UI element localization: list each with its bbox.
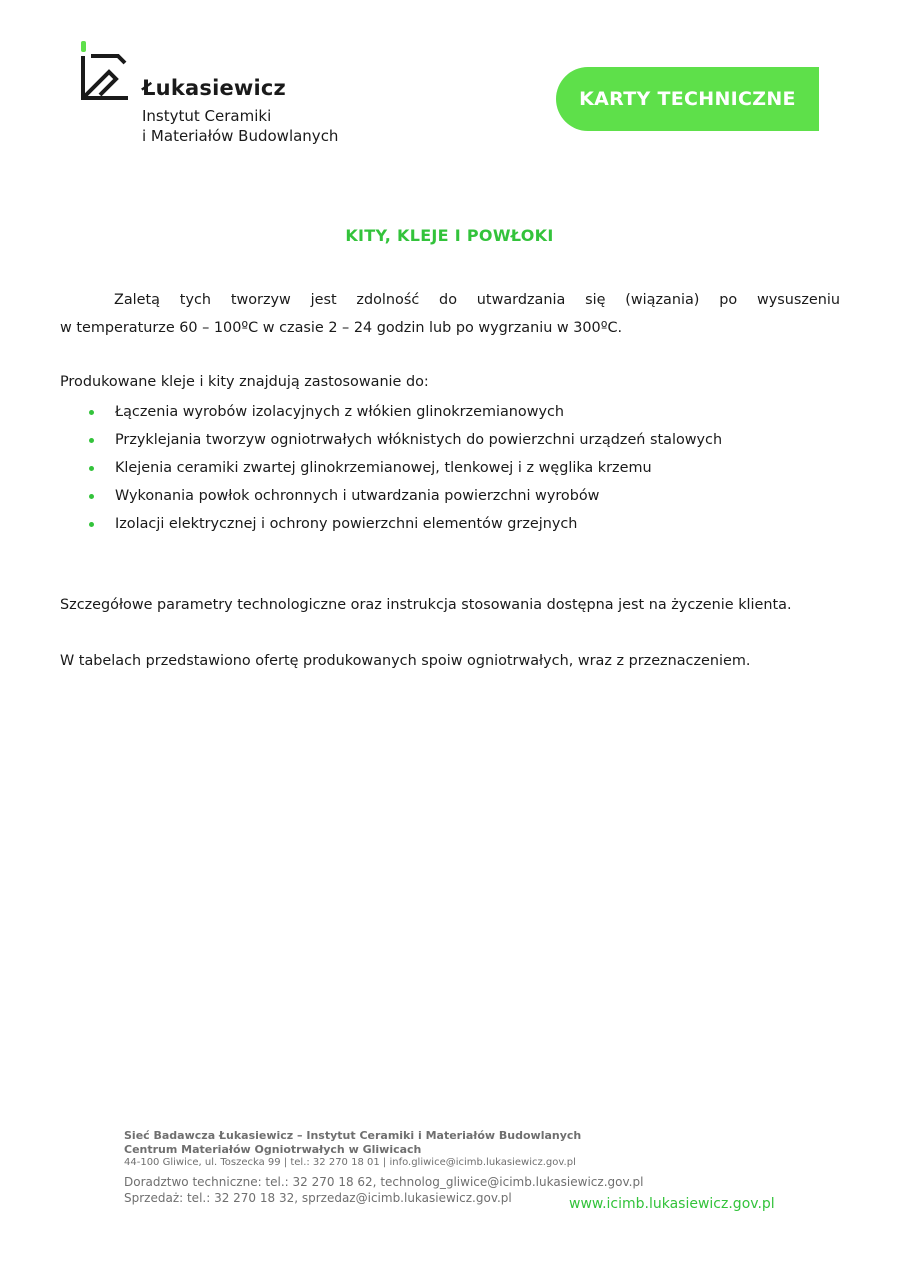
footer-organization: Sieć Badawcza Łukasiewicz – Instytut Ceramiki i Materiałów Budowlanych [124,1129,582,1142]
details-paragraph: Szczegółowe parametry technologiczne oraz instrukcja stosowania dostępna jest na życzenie klienta. [60,597,792,613]
logo-subtitle-line2: i Materiałów Budowlanych [142,127,339,145]
list-item [60,454,722,482]
karty-techniczne-badge [556,67,819,131]
list-item-text: Przyklejania tworzyw ogniotrwałych włóknistych do powierzchni urządzeń stalowych [115,432,723,448]
list-item-text: Wykonania powłok ochronnych i utwardzania powierzchni wyrobów [115,488,600,504]
logo-subtitle-line1: Instytut Ceramiki [142,107,272,125]
bullet-dot-icon [89,438,94,443]
list-item-text: Izolacji elektrycznej i ochrony powierzchni elementów grzejnych [115,516,578,532]
footer-address: 44-100 Gliwice, ul. Toszecka 99 | tel.: 32 270 18 01 | info.gliwice@icimb.lukasiewicz.gov.pl [124,1157,576,1168]
bullet-dot-icon [89,522,94,527]
badge-label: KARTY TECHNICZNE [579,88,796,110]
bullet-dot-icon [89,494,94,499]
document-heading: KITY, KLEJE I POWŁOKI [345,226,554,245]
intro-line-1: Zaletą tych tworzyw jest zdolność do utwardzania się (wiązania) po wysuszeniu [114,292,840,308]
list-item [60,510,722,538]
website-link[interactable]: www.icimb.lukasiewicz.gov.pl [569,1196,775,1212]
bullet-dot-icon [89,466,94,471]
list-item-text: Łączenia wyrobów izolacyjnych z włókien glinokrzemianowych [115,404,565,420]
footer-sales-contact: Sprzedaż: tel.: 32 270 18 32, sprzedaz@icimb.lukasiewicz.gov.pl [124,1191,512,1205]
logo-title: Łukasiewicz [142,76,286,100]
intro-line-2: w temperaturze 60 – 100ºC w czasie 2 – 24 godzin lub po wygrzaniu w 300ºC. [60,320,623,336]
footer-centre: Centrum Materiałów Ogniotrwałych w Gliwicach [124,1143,422,1156]
list-item [60,426,722,454]
applications-lead: Produkowane kleje i kity znajdują zastosowanie do: [60,374,429,390]
applications-list [60,398,722,538]
list-item-text: Klejenia ceramiki zwartej glinokrzemianowej, tlenkowej i z węglika krzemu [115,460,652,476]
lukasiewicz-logo-icon [78,40,134,102]
intro-paragraph [60,286,840,342]
list-item [60,398,722,426]
list-item [60,482,722,510]
tables-note-paragraph: W tabelach przedstawiono ofertę produkowanych spoiw ogniotrwałych, wraz z przeznaczeniem. [60,653,751,669]
footer-advisory-contact: Doradztwo techniczne: tel.: 32 270 18 62, technolog_gliwice@icimb.lukasiewicz.gov.pl [124,1175,644,1189]
bullet-dot-icon [89,410,94,415]
